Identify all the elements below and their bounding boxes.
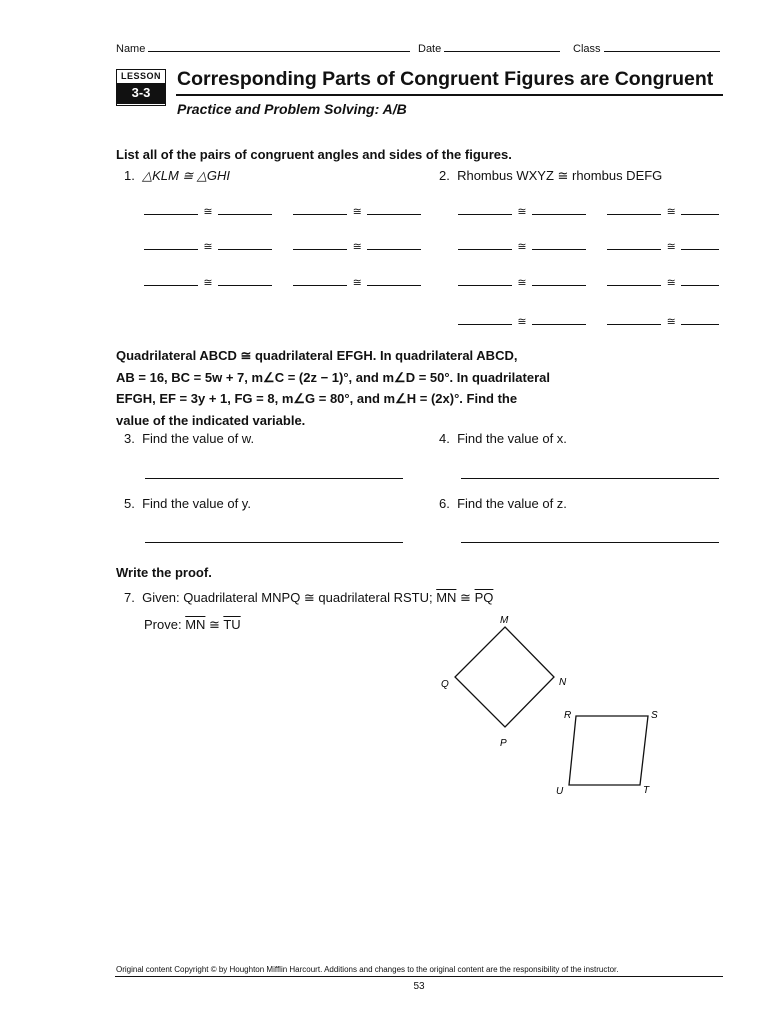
answer-blank[interactable] [681,238,719,250]
answer-blank[interactable] [458,274,512,286]
page-subtitle: Practice and Problem Solving: A/B [177,101,407,117]
congruent-symbol: ≅ [517,206,527,218]
answer-blank[interactable] [532,203,586,215]
problem-7-prove [144,617,241,633]
given-segment-2: $\overline{PQ}$ [474,590,494,605]
problem-1-number: 1. [124,168,135,183]
p1-blank-row-2 [144,238,421,253]
section2-paragraph [116,345,596,431]
congruent-symbol: ≅ [203,206,213,218]
answer-blank[interactable] [144,203,198,215]
congruent-symbol: ≅ [352,241,362,253]
paragraph-line-3: EFGH, EF = 3y + 1, FG = 8, m∠G = 80°, and m∠H = (2x)°. Find the [116,391,518,406]
answer-blank[interactable] [293,238,347,250]
answer-blank[interactable] [144,238,198,250]
p2-blank-row-3 [458,274,719,289]
lesson-label: LESSON [120,71,161,81]
problem-4-text: Find the value of x. [457,431,567,446]
answer-blank[interactable] [681,274,719,286]
class-blank[interactable] [604,40,720,52]
prove-label: Prove: [144,617,182,632]
prove-segment-1: $\overline{MN}$ [185,617,206,632]
congruent-symbol: ≅ [666,277,676,289]
problem-2 [439,168,662,184]
answer-line-5[interactable] [145,542,403,543]
congruent-symbol: ≅ [203,277,213,289]
congruent-symbol: ≅ [352,206,362,218]
answer-blank[interactable] [607,238,661,250]
problem-1-text: △KLM ≅ △GHI [142,168,231,183]
quadrilateral-rstu [569,716,648,785]
footer-divider [115,976,723,977]
p2-blank-row-2 [458,238,719,253]
paragraph-line-1: Quadrilateral ABCD ≅ quadrilateral EFGH. In quadrilateral ABCD, [116,348,518,363]
label-r: R [564,710,572,721]
congruent-symbol: ≅ [203,241,213,253]
lesson-number: 3-3 [117,83,165,104]
congruent-symbol: ≅ [209,617,220,632]
congruent-symbol: ≅ [517,277,527,289]
prove-segment-2: $\overline{TU}$ [223,617,241,632]
answer-blank[interactable] [532,313,586,325]
answer-blank[interactable] [681,313,719,325]
congruent-symbol: ≅ [352,277,362,289]
paragraph-line-4: value of the indicated variable. [116,412,306,428]
answer-blank[interactable] [607,203,661,215]
problem-7-number: 7. [124,590,135,605]
problem-7-given [124,590,493,606]
problem-6 [439,496,567,511]
label-n: N [559,677,567,688]
answer-blank[interactable] [367,274,421,286]
page-number: 53 [413,981,425,992]
class-field [573,40,720,55]
answer-line-3[interactable] [145,478,403,479]
answer-blank[interactable] [367,238,421,250]
problem-3-text: Find the value of w. [142,431,255,446]
class-label: Class [573,43,601,55]
answer-blank[interactable] [458,313,512,325]
name-blank[interactable] [148,40,410,52]
label-p: P [500,738,507,749]
problem-5 [124,496,251,511]
p1-blank-row-1 [144,203,421,218]
date-blank[interactable] [444,40,560,52]
answer-line-6[interactable] [461,542,719,543]
answer-blank[interactable] [458,203,512,215]
problem-3 [124,431,254,446]
answer-blank[interactable] [293,203,347,215]
answer-blank[interactable] [458,238,512,250]
answer-blank[interactable] [144,274,198,286]
answer-blank[interactable] [218,238,272,250]
problem-3-number: 3. [124,431,135,446]
problem-6-text: Find the value of z. [457,496,567,511]
problem-1 [124,168,230,184]
problem-6-number: 6. [439,496,450,511]
congruent-symbol: ≅ [460,590,471,605]
congruent-symbol: ≅ [666,316,676,328]
problem-4 [439,431,567,446]
answer-blank[interactable] [607,313,661,325]
name-field [116,40,410,55]
answer-blank[interactable] [532,274,586,286]
answer-blank[interactable] [367,203,421,215]
answer-blank[interactable] [681,203,719,215]
congruent-symbol: ≅ [517,241,527,253]
answer-line-4[interactable] [461,478,719,479]
problem-5-number: 5. [124,496,135,511]
p1-blank-row-3 [144,274,421,289]
title-divider [176,94,723,96]
section1-instruction: List all of the pairs of congruent angles and sides of the figures. [116,147,512,162]
problem-2-text: Rhombus WXYZ ≅ rhombus DEFG [457,168,663,183]
given-segment-1: $\overline{MN}$ [436,590,457,605]
copyright-notice: Original content Copyright © by Houghton Mifflin Harcourt. Additions and changes to the original content are the responsibility of the instructor. [116,965,619,974]
name-label: Name [116,43,146,55]
label-t: T [643,785,650,796]
p2-blank-row-4 [458,313,719,328]
quadrilateral-mnpq [455,627,554,727]
congruent-symbol: ≅ [666,241,676,253]
page-title: Corresponding Parts of Congruent Figures are Congruent [177,68,714,90]
label-u: U [556,786,564,797]
p2-blank-row-1 [458,203,719,218]
given-text: Given: Quadrilateral MNPQ ≅ quadrilateral RSTU; [142,590,433,605]
problem-2-number: 2. [439,168,450,183]
quadrilaterals-figure [420,605,680,805]
answer-blank[interactable] [607,274,661,286]
lesson-badge [116,69,166,106]
answer-blank[interactable] [218,203,272,215]
problem-5-text: Find the value of y. [142,496,251,511]
congruent-symbol: ≅ [517,316,527,328]
label-q: Q [441,679,449,690]
section3-instruction: Write the proof. [116,565,212,580]
congruent-symbol: ≅ [666,206,676,218]
label-s: S [651,710,658,721]
label-m: M [500,615,509,626]
answer-blank[interactable] [293,274,347,286]
problem-4-number: 4. [439,431,450,446]
answer-blank[interactable] [532,238,586,250]
paragraph-line-2: AB = 16, BC = 5w + 7, m∠C = (2z − 1)°, and m∠D = 50°. In quadrilateral [116,369,550,385]
answer-blank[interactable] [218,274,272,286]
date-field [418,40,560,55]
date-label: Date [418,43,442,55]
